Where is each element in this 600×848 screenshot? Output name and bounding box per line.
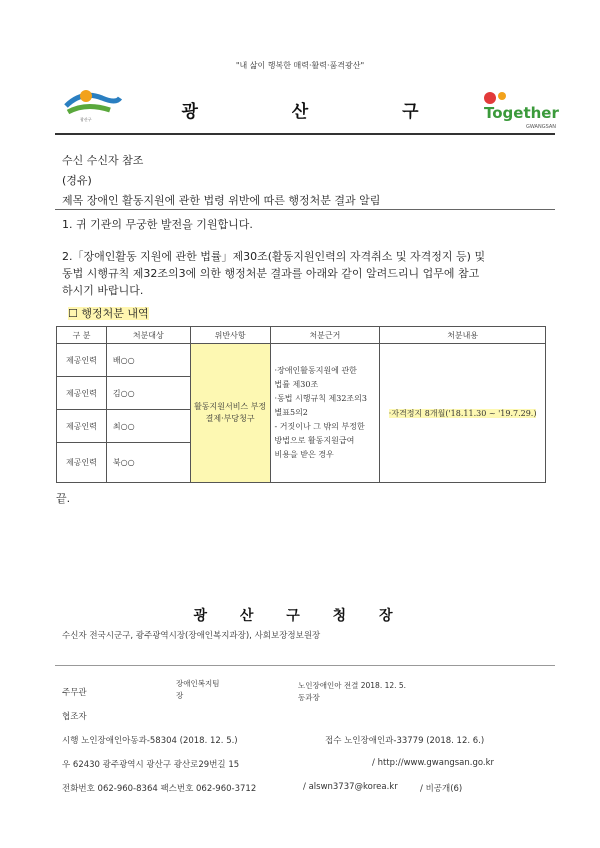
header-violation: 위반사항 xyxy=(190,327,270,344)
disposition-cell: ·자격정지 8개월('18.11.30 ~ '19.7.29.) xyxy=(380,344,546,483)
phone-line: 전화번호 062-960-8364 팩스번호 062-960-3712 xyxy=(62,784,257,794)
row-target: 최○○ xyxy=(106,410,190,443)
page-title: 광 산 구 xyxy=(181,102,463,122)
header-basis: 처분근거 xyxy=(270,327,380,344)
subject-line: 제목 장애인 활동지원에 관한 법령 위반에 따른 행정처분 결과 알림 xyxy=(62,194,381,207)
row-target: 김○○ xyxy=(106,377,190,410)
together-logo-text: Together xyxy=(484,104,559,122)
receipt-line: 접수 노인장애인과-33779 (2018. 12. 6.) xyxy=(325,736,485,746)
paragraph-2-line-2: 동법 시행규칙 제32조의3에 의한 행정처분 결과를 아래와 같이 알려드리니 업무에 참고 xyxy=(62,267,480,280)
drafter-label: 주무관 xyxy=(62,688,87,698)
basis-cell: ·장애인활동지원에 관한 법률 제30조 ·동법 시행규칙 제32조의3 별표5의2 - 거짓이나 그 밖의 부정한 방법으로 활동지원급여 비용을 받은 경우 xyxy=(270,344,380,483)
row-target: 북○○ xyxy=(106,443,190,483)
homepage-link[interactable]: / http://www.gwangsan.go.kr xyxy=(372,758,495,768)
row-type: 제공인력 xyxy=(57,443,107,483)
cooperator-label: 협조자 xyxy=(62,712,87,722)
disclosure-label: / 비공개(6) xyxy=(420,784,463,794)
end-mark: 끝. xyxy=(56,492,71,505)
section-title: ☐ 행정처분 내역 xyxy=(68,307,149,320)
recipient-line: 수신 수신자 참조 xyxy=(62,154,144,167)
via-line: (경유) xyxy=(62,174,92,187)
footer-recipients: 수신자 전국시군구, 광주광역시장(장애인복지과장), 사회보장정보원장 xyxy=(62,631,321,641)
slogan: "내 삶이 행복한 매력·활력·품격광산" xyxy=(235,61,365,70)
row-type: 제공인력 xyxy=(57,377,107,410)
email-link[interactable]: / alswn3737@korea.kr xyxy=(303,782,398,792)
footer-divider xyxy=(55,665,555,666)
together-logo-sub: GWANGSAN xyxy=(526,124,557,130)
district-logo-text: 광산구 xyxy=(80,117,92,122)
header-category: 구 분 xyxy=(57,327,107,344)
postal-line: 우 62430 광주광역시 광산구 광산로29번길 15 xyxy=(62,760,240,770)
row-type: 제공인력 xyxy=(57,344,107,377)
subject-divider xyxy=(55,209,555,210)
violation-cell: 활동지원서비스 부정결제·부당청구 xyxy=(190,344,270,483)
reviewer: 장애인복지팀 장 xyxy=(176,679,220,700)
enforce-line: 시행 노인장애인아동과-58304 (2018. 12. 5.) xyxy=(62,736,238,746)
together-logo xyxy=(480,88,560,130)
disposition-table xyxy=(56,326,546,483)
paragraph-1: 1. 귀 기관의 무궁한 발전을 기원합니다. xyxy=(62,218,253,231)
row-type: 제공인력 xyxy=(57,410,107,443)
paragraph-2-line-3: 하시기 바랍니다. xyxy=(62,284,144,297)
row-target: 배○○ xyxy=(106,344,190,377)
paragraph-2-line-1: 2.「장애인활동 지원에 관한 법률」제30조(활동지원인력의 자격취소 및 자격정지 등) 및 xyxy=(62,250,486,263)
approver: 노인장애인아 전결 2018. 12. 5. 동과장 xyxy=(298,681,407,702)
header-target: 처분대상 xyxy=(106,327,190,344)
header-divider xyxy=(55,133,555,135)
issuer-seal: 광 산 구 청 장 xyxy=(193,608,407,624)
header-disposition: 처분내용 xyxy=(380,327,546,344)
